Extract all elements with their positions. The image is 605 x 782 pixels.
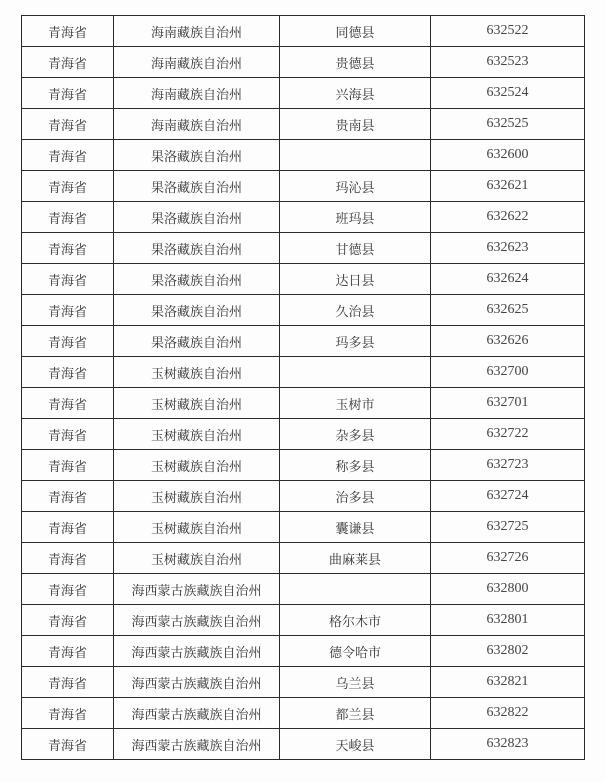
prefecture-cell: 果洛藏族自治州 xyxy=(114,295,280,326)
code-cell: 632626 xyxy=(431,326,585,357)
code-cell: 632800 xyxy=(431,574,585,605)
code-cell: 632821 xyxy=(431,667,585,698)
table-row xyxy=(22,326,585,357)
code-cell: 632726 xyxy=(431,543,585,574)
province-cell: 青海省 xyxy=(22,326,114,357)
province-cell: 青海省 xyxy=(22,47,114,78)
county-cell: 达日县 xyxy=(280,264,431,295)
province-cell: 青海省 xyxy=(22,202,114,233)
province-cell: 青海省 xyxy=(22,543,114,574)
prefecture-cell: 海西蒙古族藏族自治州 xyxy=(114,574,280,605)
prefecture-cell: 海南藏族自治州 xyxy=(114,78,280,109)
division-code-table xyxy=(21,15,585,760)
prefecture-cell: 海南藏族自治州 xyxy=(114,47,280,78)
code-cell: 632624 xyxy=(431,264,585,295)
prefecture-cell: 果洛藏族自治州 xyxy=(114,140,280,171)
table-body xyxy=(22,16,585,760)
province-cell: 青海省 xyxy=(22,16,114,47)
province-cell: 青海省 xyxy=(22,481,114,512)
county-cell: 治多县 xyxy=(280,481,431,512)
code-cell: 632524 xyxy=(431,78,585,109)
province-cell: 青海省 xyxy=(22,667,114,698)
province-cell: 青海省 xyxy=(22,636,114,667)
table-row xyxy=(22,109,585,140)
code-cell: 632600 xyxy=(431,140,585,171)
code-cell: 632822 xyxy=(431,698,585,729)
table-row xyxy=(22,357,585,388)
prefecture-cell: 海西蒙古族藏族自治州 xyxy=(114,605,280,636)
prefecture-cell: 果洛藏族自治州 xyxy=(114,264,280,295)
county-cell: 班玛县 xyxy=(280,202,431,233)
prefecture-cell: 果洛藏族自治州 xyxy=(114,171,280,202)
table-row xyxy=(22,574,585,605)
code-cell: 632802 xyxy=(431,636,585,667)
prefecture-cell: 玉树藏族自治州 xyxy=(114,481,280,512)
county-cell: 称多县 xyxy=(280,450,431,481)
prefecture-cell: 海西蒙古族藏族自治州 xyxy=(114,667,280,698)
county-cell: 都兰县 xyxy=(280,698,431,729)
province-cell: 青海省 xyxy=(22,171,114,202)
code-cell: 632523 xyxy=(431,47,585,78)
code-cell: 632700 xyxy=(431,357,585,388)
code-cell: 632724 xyxy=(431,481,585,512)
code-cell: 632801 xyxy=(431,605,585,636)
province-cell: 青海省 xyxy=(22,264,114,295)
table-row xyxy=(22,667,585,698)
table-row xyxy=(22,636,585,667)
county-cell xyxy=(280,357,431,388)
table-row xyxy=(22,140,585,171)
province-cell: 青海省 xyxy=(22,419,114,450)
province-cell: 青海省 xyxy=(22,450,114,481)
province-cell: 青海省 xyxy=(22,698,114,729)
county-cell: 玛多县 xyxy=(280,326,431,357)
prefecture-cell: 玉树藏族自治州 xyxy=(114,512,280,543)
county-cell: 天峻县 xyxy=(280,729,431,760)
province-cell: 青海省 xyxy=(22,109,114,140)
table-row xyxy=(22,450,585,481)
table-row xyxy=(22,202,585,233)
code-cell: 632701 xyxy=(431,388,585,419)
prefecture-cell: 玉树藏族自治州 xyxy=(114,357,280,388)
code-cell: 632725 xyxy=(431,512,585,543)
prefecture-cell: 海南藏族自治州 xyxy=(114,109,280,140)
table-row xyxy=(22,47,585,78)
table-row xyxy=(22,78,585,109)
county-cell: 格尔木市 xyxy=(280,605,431,636)
table-row xyxy=(22,388,585,419)
prefecture-cell: 玉树藏族自治州 xyxy=(114,419,280,450)
county-cell: 甘德县 xyxy=(280,233,431,264)
table-row xyxy=(22,698,585,729)
county-cell xyxy=(280,574,431,605)
province-cell: 青海省 xyxy=(22,605,114,636)
prefecture-cell: 玉树藏族自治州 xyxy=(114,388,280,419)
county-cell: 德令哈市 xyxy=(280,636,431,667)
county-cell: 贵德县 xyxy=(280,47,431,78)
code-cell: 632823 xyxy=(431,729,585,760)
table-row xyxy=(22,16,585,47)
province-cell: 青海省 xyxy=(22,233,114,264)
table-row xyxy=(22,419,585,450)
province-cell: 青海省 xyxy=(22,388,114,419)
table-row xyxy=(22,264,585,295)
county-cell: 囊谦县 xyxy=(280,512,431,543)
county-cell xyxy=(280,140,431,171)
code-cell: 632722 xyxy=(431,419,585,450)
county-cell: 久治县 xyxy=(280,295,431,326)
prefecture-cell: 果洛藏族自治州 xyxy=(114,202,280,233)
table-row xyxy=(22,295,585,326)
code-cell: 632622 xyxy=(431,202,585,233)
code-cell: 632522 xyxy=(431,16,585,47)
code-cell: 632525 xyxy=(431,109,585,140)
county-cell: 玉树市 xyxy=(280,388,431,419)
prefecture-cell: 海南藏族自治州 xyxy=(114,16,280,47)
province-cell: 青海省 xyxy=(22,357,114,388)
code-cell: 632723 xyxy=(431,450,585,481)
province-cell: 青海省 xyxy=(22,512,114,543)
table-row xyxy=(22,543,585,574)
prefecture-cell: 海西蒙古族藏族自治州 xyxy=(114,698,280,729)
prefecture-cell: 玉树藏族自治州 xyxy=(114,450,280,481)
prefecture-cell: 海西蒙古族藏族自治州 xyxy=(114,729,280,760)
code-cell: 632625 xyxy=(431,295,585,326)
province-cell: 青海省 xyxy=(22,140,114,171)
county-cell: 贵南县 xyxy=(280,109,431,140)
county-cell: 兴海县 xyxy=(280,78,431,109)
county-cell: 玛沁县 xyxy=(280,171,431,202)
prefecture-cell: 玉树藏族自治州 xyxy=(114,543,280,574)
code-cell: 632623 xyxy=(431,233,585,264)
county-cell: 同德县 xyxy=(280,16,431,47)
prefecture-cell: 果洛藏族自治州 xyxy=(114,326,280,357)
table-row xyxy=(22,605,585,636)
province-cell: 青海省 xyxy=(22,78,114,109)
code-cell: 632621 xyxy=(431,171,585,202)
prefecture-cell: 果洛藏族自治州 xyxy=(114,233,280,264)
prefecture-cell: 海西蒙古族藏族自治州 xyxy=(114,636,280,667)
table-row xyxy=(22,729,585,760)
table-row xyxy=(22,481,585,512)
province-cell: 青海省 xyxy=(22,729,114,760)
table-row xyxy=(22,512,585,543)
table-row xyxy=(22,171,585,202)
county-cell: 曲麻莱县 xyxy=(280,543,431,574)
county-cell: 杂多县 xyxy=(280,419,431,450)
county-cell: 乌兰县 xyxy=(280,667,431,698)
table-row xyxy=(22,233,585,264)
province-cell: 青海省 xyxy=(22,295,114,326)
province-cell: 青海省 xyxy=(22,574,114,605)
